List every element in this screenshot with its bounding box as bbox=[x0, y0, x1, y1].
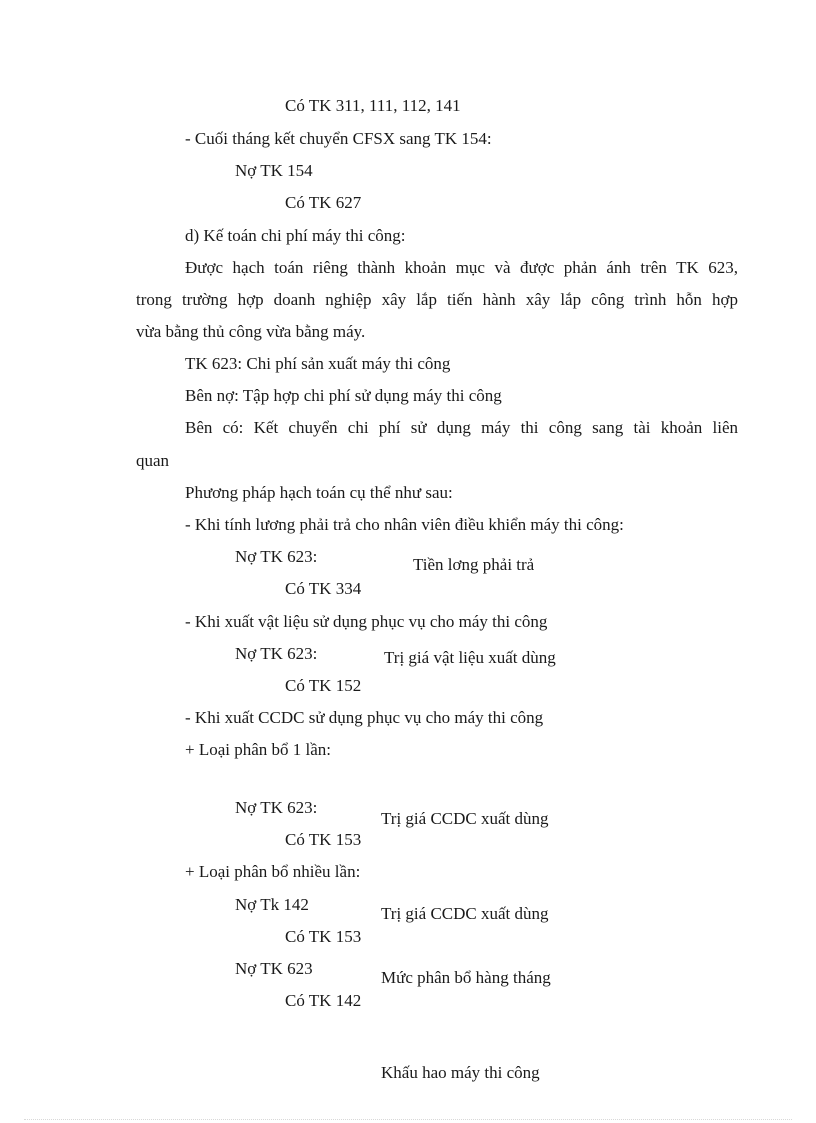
entry-debit-line: Nợ TK 623: bbox=[235, 644, 318, 663]
bullet-line: - Khi xuất vật liệu sử dụng phục vụ cho máy thi công bbox=[185, 612, 548, 631]
bullet-line: + Loại phân bổ 1 lần: bbox=[185, 740, 332, 759]
paragraph-line: quan bbox=[136, 451, 170, 470]
paragraph-line: Được hạch toán riêng thành khoản mục và được phản ánh trên TK 623, bbox=[185, 258, 738, 277]
entry-annotation: Trị giá vật liệu xuất dùng bbox=[384, 648, 556, 667]
entry-credit-line: Có TK 311, 111, 112, 141 bbox=[285, 96, 461, 115]
bullet-line: - Khi xuất CCDC sử dụng phục vụ cho máy thi công bbox=[185, 708, 544, 727]
entry-annotation: Tiền lơng phải trả bbox=[413, 555, 535, 574]
paragraph-line: Phương pháp hạch toán cụ thể như sau: bbox=[185, 483, 453, 502]
entry-credit-line: Có TK 627 bbox=[285, 193, 362, 212]
bullet-line: - Khi tính lương phải trả cho nhân viên điều khiển máy thi công: bbox=[185, 515, 624, 534]
paragraph-line: vừa bằng thủ công vừa bằng máy. bbox=[136, 322, 366, 341]
paragraph-line: TK 623: Chi phí sản xuất máy thi công bbox=[185, 354, 451, 373]
page-bottom-divider bbox=[24, 1119, 792, 1120]
entry-debit-line: Nợ TK 154 bbox=[235, 161, 313, 180]
paragraph-line: Bên có: Kết chuyển chi phí sử dụng máy thi công sang tài khoản liên bbox=[185, 418, 738, 437]
entry-debit-line: Nợ Tk 142 bbox=[235, 895, 309, 914]
entry-credit-line: Có TK 142 bbox=[285, 991, 362, 1010]
entry-annotation: Mức phân bổ hàng tháng bbox=[381, 968, 551, 987]
entry-annotation: Khấu hao máy thi công bbox=[381, 1063, 540, 1082]
section-heading: d) Kế toán chi phí máy thi công: bbox=[185, 226, 406, 245]
bullet-line: - Cuối tháng kết chuyển CFSX sang TK 154: bbox=[185, 129, 492, 148]
entry-debit-line: Nợ TK 623 bbox=[235, 959, 313, 978]
paragraph-line: Bên nợ: Tập hợp chi phí sử dụng máy thi công bbox=[185, 386, 502, 405]
entry-annotation: Trị giá CCDC xuất dùng bbox=[381, 904, 549, 923]
entry-debit-line: Nợ TK 623: bbox=[235, 798, 318, 817]
entry-annotation: Trị giá CCDC xuất dùng bbox=[381, 809, 549, 828]
entry-debit-line: Nợ TK 623: bbox=[235, 547, 318, 566]
entry-credit-line: Có TK 152 bbox=[285, 676, 362, 695]
entry-credit-line: Có TK 153 bbox=[285, 927, 362, 946]
bullet-line: + Loại phân bổ nhiều lần: bbox=[185, 862, 361, 881]
entry-credit-line: Có TK 153 bbox=[285, 830, 362, 849]
paragraph-line: trong trường hợp doanh nghiệp xây lắp tiến hành xây lắp công trình hỗn hợp bbox=[136, 290, 738, 309]
entry-credit-line: Có TK 334 bbox=[285, 579, 362, 598]
